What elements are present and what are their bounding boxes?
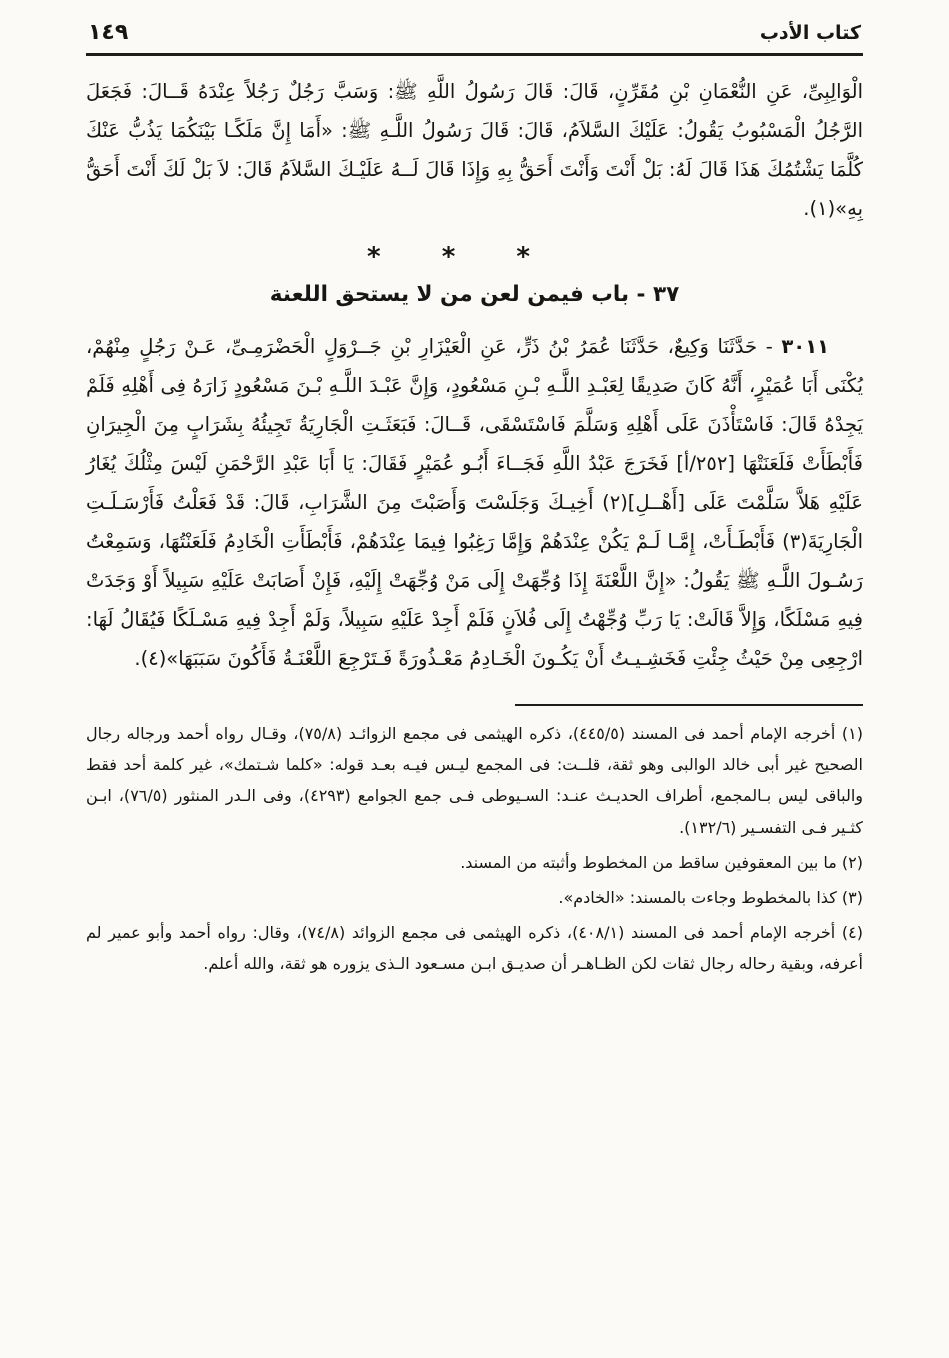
- footnote-divider: [515, 704, 863, 706]
- footnote-3-marker: (٣): [841, 887, 863, 907]
- header-divider: [86, 53, 863, 56]
- hadith-number: ٣٠١١: [781, 335, 829, 358]
- footnotes-section: [86, 704, 863, 980]
- footnote-2-marker: (٢): [841, 852, 863, 872]
- chapter-heading: ٣٧ - باب فيمن لعن من لا يستحق اللعنة: [269, 282, 680, 307]
- footnote-3-text: كذا بالمخطوط وجاءت بالمسند: «الخادم».: [558, 887, 837, 907]
- footnote-4: [86, 917, 863, 979]
- hadith-text: - حَدَّثَنَا وَكِيعٌ، حَدَّثَنَا عُمَرُ بْنُ ذَرٍّ، عَنِ الْعَيْزَارِ بْنِ جَــرْوَلٍ الْحَضْرَمِـىِّ، عَـنْ رَجُلٍ مِنْهُمْ، يُكْنَى أَبَا عُمَيْرٍ، أَنَّهُ كَانَ صَدِيقًا لِعَبْـدِ اللَّـهِ بْـنِ مَسْعُودٍ، وَإِنَّ عَبْـدَ اللَّـهِ بْـنَ مَسْعُودٍ زَارَهُ فِى أَهْلِهِ فَلَمْ يَجِدْهُ قَالَ: فَاسْتَأْذَنَ عَلَى أَهْلِهِ وَسَلَّمَ فَاسْتَسْقَى، قَــالَ: فَبَعَثَـتِ الْجَارِيَةُ تَجِيئُهُ بِشَرَابٍ مِنَ الْجِيرَانِ فَأَبْطَأَتْ فَلَعَنَتْهَا [٢٥٢/أ] فَخَرَجَ عَبْدُ اللَّهِ فَجَــاءَ أَبُـو عُمَيْرٍ فَقَالَ: يَا أَبَا عَبْدِ الرَّحْمَنِ لَيْسَ مِثْلُكَ يُغَارُ عَلَيْهِ هَلاَّ سَلَّمْتَ عَلَى [أَهْــلِ](٢) أَخِيـكَ وَجَلَسْتَ وَأَصَبْتَ مِنَ الشَّرَابِ، قَالَ: قَدْ فَعَلْتُ فَأَرْسَـلَـتِ الْجَارِيَةَ(٣) فَأَبْطَـأَتْ، إِمَّـا لَـمْ يَكُنْ عِنْدَهُمْ وَإِمَّا رَغِبُوا فِيمَا عِنْدَهُمْ، فَأَبْطَأَتِ الْخَادِمُ فَلَعَنْتُهَا، وَسَمِعْتُ رَسُـولَ اللَّـهِ ﷺ يَقُولُ: «إِنَّ اللَّعْنَةَ إِذَا وُجِّهَتْ إِلَى مَنْ وُجِّهَتْ إِلَيْهِ، فَإِنْ أَصَابَتْ عَلَيْهِ سَبِيلاً أَوْ وَجَدَتْ فِيهِ مَسْلَكًا، وَإِلاَّ قَالَتْ: يَا رَبِّ وُجِّهْتُ إِلَى فُلاَنٍ فَلَمْ أَجِدْ عَلَيْهِ سَبِيلاً، وَلَمْ أَجِدْ فِيهِ مَسْـلَكًا فَيُقَالُ لَهَا: ارْجِعِى مِنْ حَيْثُ جِئْتِ فَخَشِـيـتُ أَنْ يَكُـونَ الْخَـادِمُ مَعْـذُورَةً فَـتَرْجِعَ اللَّعْنَـةُ فَأَكُونَ سَبَبَهَا»(٤).: [86, 335, 864, 670]
- footnote-1: [86, 718, 863, 843]
- page-number: ١٤٩: [88, 20, 129, 45]
- page-content: [86, 72, 863, 678]
- footnote-2-text: ما بين المعقوفين ساقط من المخطوط وأثبته من المسند.: [460, 852, 837, 872]
- continuation-paragraph: الْوَالِبِىِّ، عَنِ النُّعْمَانِ بْنِ مُقَرِّنٍ، قَالَ: قَالَ رَسُولُ اللَّهِ ﷺ: وَسَبَّ رَجُلٌ رَجُلاً عِنْدَهُ قَــالَ: فَجَعَلَ الرَّجُلُ الْمَسْبُوبُ يَقُولُ: عَلَيْكَ السَّلاَمُ، قَالَ: قَالَ رَسُولُ اللَّـهِ ﷺ: «أَمَا إِنَّ مَلَكًـا بَيْنَكُمَا يَذُبُّ عَنْكَ كُلَّمَا يَشْتُمُكَ هَذَا قَالَ لَهُ: بَلْ أَنْتَ وَأَنْتَ أَحَقُّ بِهِ وَإِذَا قَالَ لَــهُ عَلَيْـكَ السَّلاَمُ قَالَ: لاَ بَلْ لَكَ أَنْتَ أَحَقُّ بِهِ»(١).: [86, 80, 863, 220]
- footnote-1-marker: (١): [841, 724, 864, 743]
- footnote-2: [86, 847, 863, 878]
- footnote-1-text: أخرجه الإمام أحمد فى المسند (٤٤٥/٥)، ذكره الهيثمى فى مجمع الزوائـد (٧٥/٨)، وقـال رواه أحمد ورجاله رجال الصحيح غير أبى خالد الوالبى وهو ثقة، قلــت: فى المجمع ليـس فيـه بعـد قوله: «كلما شـتمك»، غير كلمة أحد فقط والباقى ليس بـالمجمع، أطراف الحديـث عنـد: السـيوطى فـى جمع الجوامع (٤٢٩٣)، وفى الـدر المنثور (٧٦/٥)، ابـن كثـير فـى التفسـير (١٣٢/٦).: [86, 724, 863, 837]
- hadith-paragraph: [86, 327, 863, 678]
- page-header: [86, 16, 863, 53]
- section-divider-stars: * * *: [367, 242, 556, 272]
- footnote-3: [86, 882, 863, 913]
- footnote-4-text: أخرجه الإمام أحمد فى المسند (٤٠٨/١)، ذكره الهيثمى فى مجمع الزوائد (٧٤/٨)، وقال: رواه أحمد وأبو عمير لم أعرفه، وبقية رحاله رجال ثقات لكن الظـاهـر أن صديـق ابـن مسـعود الـذى يزوره هو ثقة، والله أعلم.: [86, 923, 863, 974]
- footnote-4-marker: (٤): [841, 923, 863, 943]
- book-title: كتاب الأدب: [759, 22, 861, 44]
